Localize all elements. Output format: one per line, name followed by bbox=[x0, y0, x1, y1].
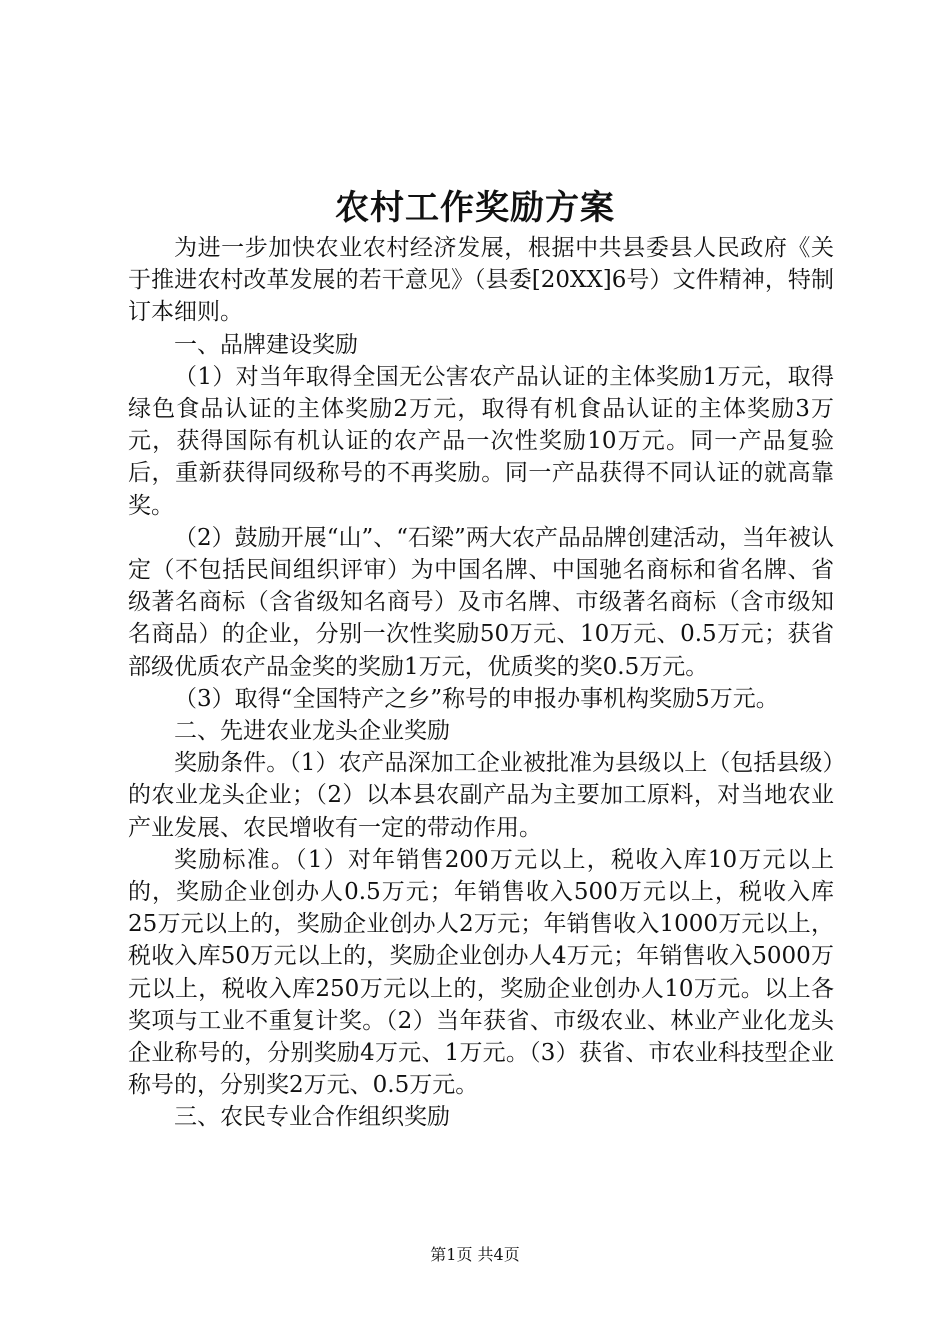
document-body bbox=[128, 232, 834, 1134]
paragraph-brand-1: （1）对当年取得全国无公害农产品认证的主体奖励1万元，取得绿色食品认证的主体奖励2万元，取得有机食品认证的主体奖励3万元，获得国际有机认证的农产品一次性奖励10万元。同一产品复验后，重新获得同级称号的不再奖励。同一产品获得不同认证的就高靠奖。 bbox=[128, 363, 834, 519]
paragraph-intro: 为进一步加快农业农村经济发展，根据中共县委县人民政府《关于推进农村改革发展的若干意见》（县委[20XX]6号）文件精神，特制订本细则。 bbox=[128, 235, 834, 326]
section-heading-enterprise: 二、先进农业龙头企业奖励 bbox=[174, 718, 450, 745]
paragraph-brand-3: （3）取得“全国特产之乡”称号的申报办事机构奖励5万元。 bbox=[174, 685, 779, 712]
paragraph-brand-2: （2）鼓励开展“山”、“石梁”两大农产品品牌创建活动，当年被认定（不包括民间组织评审）为中国名牌、中国驰名商标和省名牌、省级著名商标（含省级知名商号）及市名牌、市级著名商标（含市级知名商品）的企业，分别一次性奖励50万元、10万元、0.5万元；获省部级优质农产品金奖的奖励1万元，优质奖的奖0.5万元。 bbox=[128, 524, 834, 680]
page-footer: 第1页 共4页 bbox=[430, 1245, 520, 1264]
document-title: 农村工作奖励方案 bbox=[335, 188, 615, 228]
paragraph-enterprise-standards: 奖励标准。（1）对年销售200万元以上，税收入库10万元以上的，奖励企业创办人0.5万元；年销售收入500万元以上，税收入库25万元以上的，奖励企业创办人2万元；年销售收入1000万元以上，税收入库50万元以上的，奖励企业创办人4万元；年销售收入5000万元以上，税收入库250万元以上的，奖励企业创办人10万元。以上各奖项与工业不重复计奖。（2）当年获省、市级农业、林业产业化龙头企业称号的，分别奖励4万元、1万元。（3）获省、市农业科技型企业称号的，分别奖2万元、0.5万元。 bbox=[128, 846, 834, 1099]
paragraph-enterprise-conditions: 奖励条件。（1）农产品深加工企业被批准为县级以上（包括县级）的农业龙头企业；（2）以本县农副产品为主要加工原料，对当地农业产业发展、农民增收有一定的带动作用。 bbox=[128, 750, 834, 841]
section-heading-cooperative: 三、农民专业合作组织奖励 bbox=[174, 1104, 450, 1131]
section-heading-brand: 一、品牌建设奖励 bbox=[174, 331, 358, 358]
